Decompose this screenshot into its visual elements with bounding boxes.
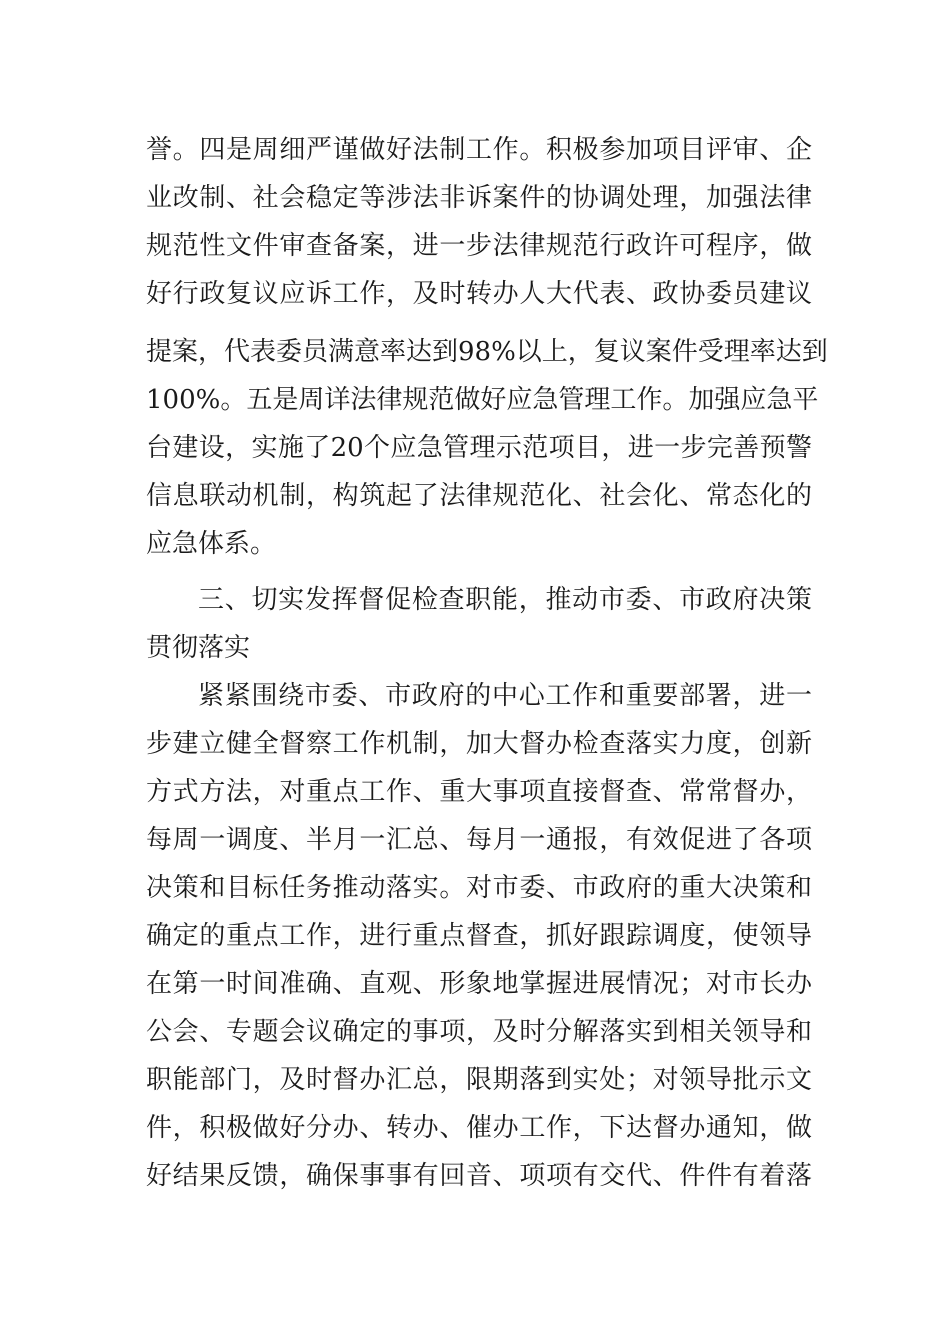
paragraph-line: 应急体系。 bbox=[146, 529, 277, 559]
paragraph-line: 步建立健全督察工作机制，加大督办检查落实力度，创新 bbox=[146, 729, 812, 759]
paragraph-line: 确定的重点工作，进行重点督查，抓好跟踪调度，使领导 bbox=[146, 921, 812, 951]
paragraph-line: 100%。五是周详法律规范做好应急管理工作。加强应急平 bbox=[146, 385, 819, 415]
paragraph-line: 每周一调度、半月一汇总、每月一通报，有效促进了各项 bbox=[146, 825, 812, 855]
paragraph-line: 件，积极做好分办、转办、催办工作，下达督办通知，做 bbox=[146, 1113, 812, 1143]
paragraph-line: 方式方法，对重点工作、重大事项直接督查、常常督办， bbox=[146, 777, 812, 807]
paragraph-line: 提案，代表委员满意率达到98%以上，复议案件受理率达到 bbox=[146, 337, 828, 367]
paragraph-line: 公会、专题会议确定的事项，及时分解落实到相关领导和 bbox=[146, 1017, 812, 1047]
paragraph-line: 台建设，实施了20个应急管理示范项目，进一步完善预警 bbox=[146, 433, 812, 463]
section-heading-line: 贯彻落实 bbox=[146, 633, 251, 663]
paragraph-line: 好行政复议应诉工作，及时转办人大代表、政协委员建议 bbox=[146, 279, 812, 309]
section-heading-line: 三、切实发挥督促检查职能，推动市委、市政府决策 bbox=[198, 585, 812, 615]
paragraph-line: 好结果反馈，确保事事有回音、项项有交代、件件有着落 bbox=[146, 1161, 812, 1191]
paragraph-line: 业改制、社会稳定等涉法非诉案件的协调处理，加强法律 bbox=[146, 183, 812, 213]
paragraph-line: 誉。四是周细严谨做好法制工作。积极参加项目评审、企 bbox=[146, 135, 812, 165]
paragraph-line: 在第一时间准确、直观、形象地掌握进展情况；对市长办 bbox=[146, 969, 812, 999]
paragraph-line: 职能部门，及时督办汇总，限期落到实处；对领导批示文 bbox=[146, 1065, 812, 1095]
paragraph-line: 紧紧围绕市委、市政府的中心工作和重要部署，进一 bbox=[198, 681, 812, 711]
paragraph-line: 规范性文件审查备案，进一步法律规范行政许可程序，做 bbox=[146, 231, 812, 261]
paragraph-line: 决策和目标任务推动落实。对市委、市政府的重大决策和 bbox=[146, 873, 812, 903]
paragraph-line: 信息联动机制，构筑起了法律规范化、社会化、常态化的 bbox=[146, 481, 812, 511]
